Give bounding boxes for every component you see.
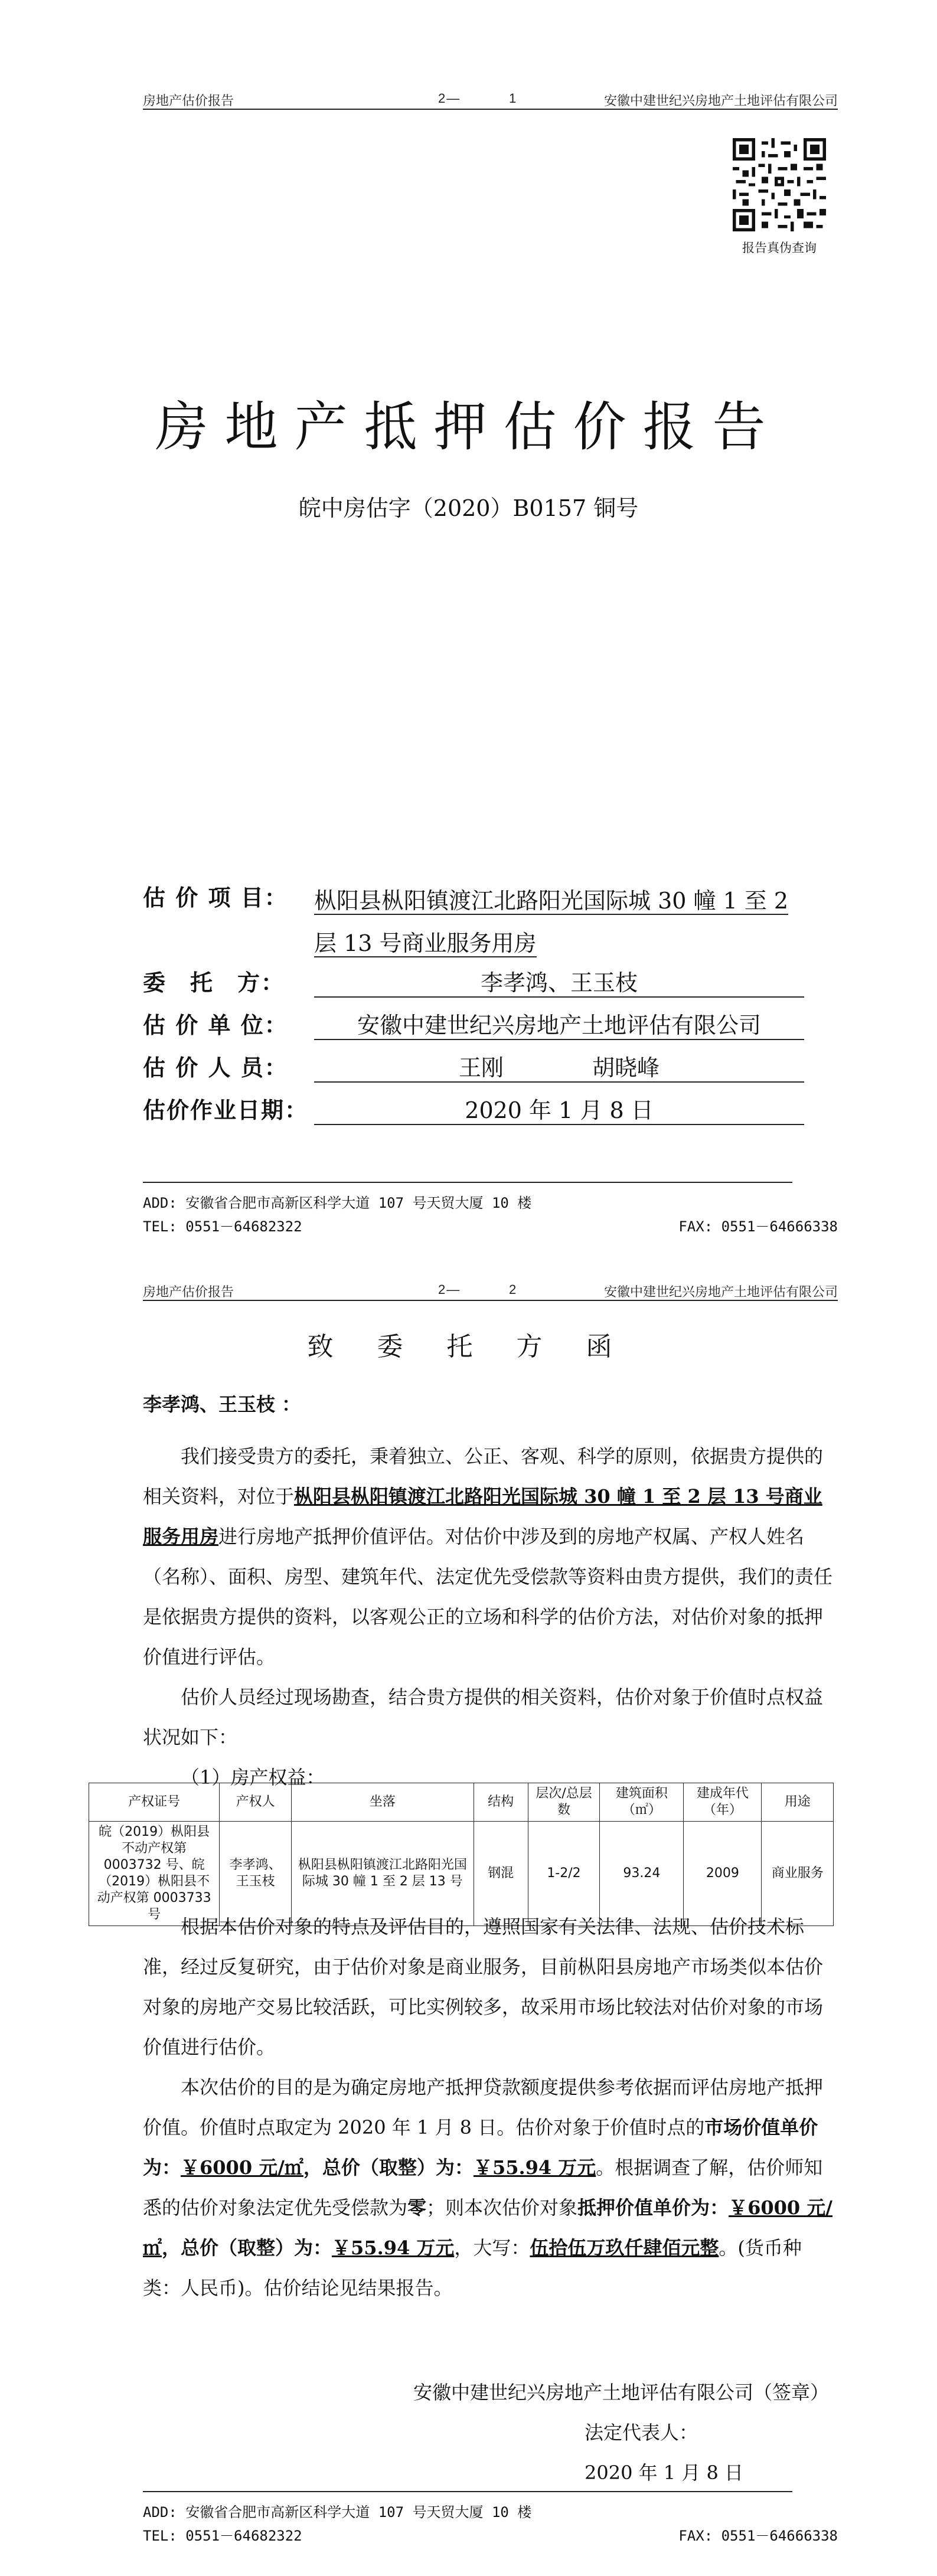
qr-label: 报告真伪查询 bbox=[742, 241, 817, 255]
header-left: 房地产估价报告 bbox=[143, 1284, 234, 1299]
cell-location: 枞阳县枞阳镇渡江北路阳光国际城 30 幢 1 至 2 层 13 号 bbox=[292, 1822, 474, 1926]
letter-page bbox=[0, 1263, 937, 2576]
field-date bbox=[143, 1092, 804, 1135]
column-header: 坐落 bbox=[292, 1783, 474, 1822]
header-page-number: 1 bbox=[509, 91, 517, 106]
table-header-row bbox=[89, 1783, 834, 1822]
market-unit-price: ￥6000 元/㎡ bbox=[181, 2156, 303, 2179]
property-rights-table bbox=[89, 1783, 834, 1926]
field-label: 估 价 项 目： bbox=[143, 884, 288, 911]
header-center: 2— bbox=[438, 91, 461, 106]
header-right: 安徽中建世纪兴房地产土地评估有限公司 bbox=[603, 1284, 838, 1299]
column-header: 产权证号 bbox=[89, 1783, 220, 1822]
page-footer bbox=[143, 2491, 838, 2550]
column-header: 建筑面积（㎡） bbox=[600, 1783, 684, 1822]
cell-cert-no: 皖（2019）枞阳县不动产权第 0003732 号、皖（2019）枞阳县不动产权第 0003733 号 bbox=[89, 1822, 220, 1926]
column-header: 层次/总层数 bbox=[528, 1783, 600, 1822]
column-header: 建成年代（年） bbox=[684, 1783, 762, 1822]
cover-info bbox=[143, 880, 804, 1135]
cell-area: 93.24 bbox=[600, 1822, 684, 1926]
header-left: 房地产估价报告 bbox=[143, 93, 234, 108]
column-header: 结构 bbox=[474, 1783, 528, 1822]
footer-tel: TEL: 0551－64682322 bbox=[143, 1218, 302, 1235]
paragraph-4: 根据本估价对象的特点及评估目的，遵照国家有关法律、法规、估价技术标准，经过反复研究，由于估价对象是商业服务，目前枞阳县房地产市场类似本估价对象的房地产交易比较活跃，可比实例较多，故采用市场比较法对估价对象的市场价值进行估价。 bbox=[143, 1915, 824, 2058]
document-number: 皖中房估字（2020）B0157 铜号 bbox=[298, 495, 639, 521]
header-right: 安徽中建世纪兴房地产土地评估有限公司 bbox=[603, 93, 838, 108]
cell-year: 2009 bbox=[684, 1822, 762, 1926]
mortgage-unit-price: ￥6000 元/㎡ bbox=[143, 2196, 832, 2259]
paragraph-5: 本次估价的目的是为确定房地产抵押贷款额度提供参考依据而评估房地产抵押价值。价值时点取定为 2020 年 1 月 8 日。估价对象于价值时点的市场价值单价为：￥6000 元/㎡，总价（取整）为：￥55.94 万元。根据调查了解，估价师知悉的估价对象法定优先受偿款为零；则本次估价对象抵押价值单价为：￥6000 元/㎡，总价（取整）为：￥55.94 万元，大写：伍拾伍万玖仟肆佰元整。(货币种类：人民币)。估价结论见结果报告。 bbox=[143, 2076, 832, 2299]
field-project bbox=[143, 880, 804, 965]
field-value: 2020 年 1 月 8 日 bbox=[314, 1092, 804, 1125]
cell-owner: 李孝鸿、王玉枝 bbox=[220, 1822, 292, 1926]
appraiser-name: 胡晓峰 bbox=[592, 1055, 660, 1081]
field-label: 估 价 人 员： bbox=[143, 1054, 288, 1081]
qr-code-icon[interactable] bbox=[733, 138, 826, 231]
salutation: 李孝鸿、王玉枝 ： bbox=[143, 1393, 301, 1416]
field-label: 估价作业日期： bbox=[143, 1097, 309, 1123]
field-label: 估 价 单 位： bbox=[143, 1012, 288, 1038]
footer-address: ADD: 安徽省合肥市高新区科学大道 107 号天贸大厦 10 楼 bbox=[143, 2504, 532, 2521]
field-value: 安徽中建世纪兴房地产土地评估有限公司 bbox=[314, 1007, 804, 1040]
field-client bbox=[143, 965, 804, 1007]
sign-date: 2020 年 1 月 8 日 bbox=[585, 2461, 744, 2484]
cell-structure: 钢混 bbox=[474, 1822, 528, 1926]
sign-representative: 法定代表人： bbox=[585, 2421, 698, 2444]
letter-body-continued bbox=[143, 1907, 838, 2308]
header-page-number: 2 bbox=[509, 1282, 517, 1297]
market-total-price: ￥55.94 万元 bbox=[473, 2156, 596, 2179]
report-title: 房地产抵押估价报告 bbox=[155, 396, 782, 458]
field-appraiser-unit bbox=[143, 1007, 804, 1050]
letter-body bbox=[143, 1384, 838, 1797]
column-header: 用途 bbox=[762, 1783, 834, 1822]
column-header: 产权人 bbox=[220, 1783, 292, 1822]
page-header bbox=[143, 89, 838, 110]
footer-tel: TEL: 0551－64682322 bbox=[143, 2528, 302, 2544]
field-label: 委 托 方： bbox=[143, 969, 285, 996]
sign-company: 安徽中建世纪兴房地产土地评估有限公司（签章） bbox=[413, 2381, 830, 2404]
appraiser-name: 王刚 bbox=[458, 1055, 504, 1081]
header-center: 2— bbox=[438, 1282, 461, 1297]
field-value: 李孝鸿、王玉枝 bbox=[314, 965, 804, 998]
cover-page bbox=[0, 0, 937, 1263]
mortgage-total-price: ￥55.94 万元 bbox=[332, 2237, 455, 2259]
section-rights: （1）房产权益： bbox=[181, 1766, 325, 1789]
footer-fax: FAX: 0551－64666338 bbox=[678, 1218, 838, 1235]
cell-use: 商业服务 bbox=[762, 1822, 834, 1926]
paragraph-2: 估价人员经过现场勘查，结合贵方提供的相关资料，估价对象于价值时点权益状况如下： bbox=[143, 1686, 824, 1748]
footer-fax: FAX: 0551－64666338 bbox=[678, 2528, 838, 2544]
footer-address: ADD: 安徽省合肥市高新区科学大道 107 号天贸大厦 10 楼 bbox=[143, 1195, 532, 1211]
page-header bbox=[143, 1280, 838, 1301]
property-address: 枞阳县枞阳镇渡江北路阳光国际城 30 幢 1 至 2 层 13 号商业服务用房 bbox=[143, 1485, 822, 1548]
field-appraisers bbox=[143, 1050, 804, 1092]
letter-title: 致 委 托 方 函 bbox=[307, 1332, 630, 1362]
paragraph-1: 我们接受贵方的委托，秉着独立、公正、客观、科学的原则，依据贵方提供的相关资料，对位于枞阳县枞阳镇渡江北路阳光国际城 30 幢 1 至 2 层 13 号商业服务用房进行房地产抵押价值评估。对估价中涉及到的房地产权属、产权人姓名（名称）、面积、房型、建筑年代、法定优先受偿款等资料由贵方提供，我们的责任是依据贵方提供的资料，以客观公正的立场和科学的估价方法，对估价对象的抵押价值进行评估。 bbox=[143, 1445, 833, 1668]
cell-floors: 1-2/2 bbox=[528, 1822, 600, 1926]
field-value: 枞阳县枞阳镇渡江北路阳光国际城 30 幢 1 至 2 层 13 号商业服务用房 bbox=[314, 888, 789, 956]
page-footer bbox=[143, 1182, 838, 1241]
amount-in-words: 伍拾伍万玖仟肆佰元整 bbox=[530, 2237, 719, 2259]
